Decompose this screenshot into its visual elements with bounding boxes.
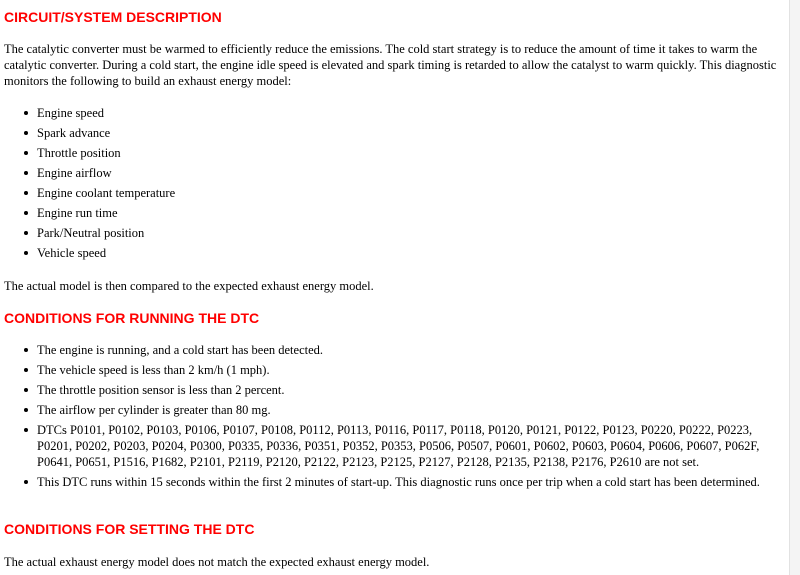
list-item: DTCs P0101, P0102, P0103, P0106, P0107, P0108, P0112, P0113, P0116, P0117, P0118, P0120, P0121, P0122, P0123, P0220, P0222, P0223, P0201, P0202, P0203, P0204, P0300, P0335, P0336, P0351, P0352, P0353, P0506, P0507, P0601, P0602, P0603, P0604, P0606, P0607, P062F, P0641, P0651, P1516, P1682, P2101, P2119, P2120, P2122, P2123, P2125, P2127, P2128, P2135, P2138, P2176, P2610 are not set.	[37, 422, 777, 470]
list-item: The vehicle speed is less than 2 km/h (1 mph).	[37, 362, 777, 378]
list-item: Throttle position	[37, 145, 777, 165]
list-item: Park/Neutral position	[37, 225, 777, 245]
list-item: Engine airflow	[37, 165, 777, 185]
heading-conditions-for-running: CONDITIONS FOR RUNNING THE DTC	[4, 310, 260, 326]
list-item: Spark advance	[37, 125, 777, 145]
list-item: Engine run time	[37, 205, 777, 225]
list-item: The throttle position sensor is less than 2 percent.	[37, 382, 777, 398]
list-item: The airflow per cylinder is greater than 80 mg.	[37, 402, 777, 418]
list-item: This DTC runs within 15 seconds within the first 2 minutes of start-up. This diagnostic runs once per trip when a cold start has been determined.	[37, 474, 777, 490]
list-item: The engine is running, and a cold start has been detected.	[37, 342, 777, 358]
circuit-description-paragraph: The catalytic converter must be warmed to efficiently reduce the emissions. The cold start strategy is to reduce the amount of time it takes to warm the catalytic converter. During a cold start, the engine idle speed is elevated and spark timing is retarded to allow the catalyst to warm quickly. This diagnostic monitors the following to build an exhaust energy model:	[4, 42, 777, 88]
list-item: Engine speed	[37, 105, 777, 125]
list-item: Engine coolant temperature	[37, 185, 777, 205]
running-conditions-list	[37, 342, 777, 494]
model-comparison-paragraph: The actual model is then compared to the expected exhaust energy model.	[4, 279, 374, 293]
exhaust-model-inputs-list	[37, 105, 777, 265]
heading-conditions-for-setting: CONDITIONS FOR SETTING THE DTC	[4, 521, 255, 537]
heading-circuit-system-description: CIRCUIT/SYSTEM DESCRIPTION	[4, 9, 222, 25]
vertical-scrollbar[interactable]	[789, 0, 800, 575]
setting-condition-paragraph: The actual exhaust energy model does not match the expected exhaust energy model.	[4, 555, 430, 569]
list-item: Vehicle speed	[37, 245, 777, 265]
